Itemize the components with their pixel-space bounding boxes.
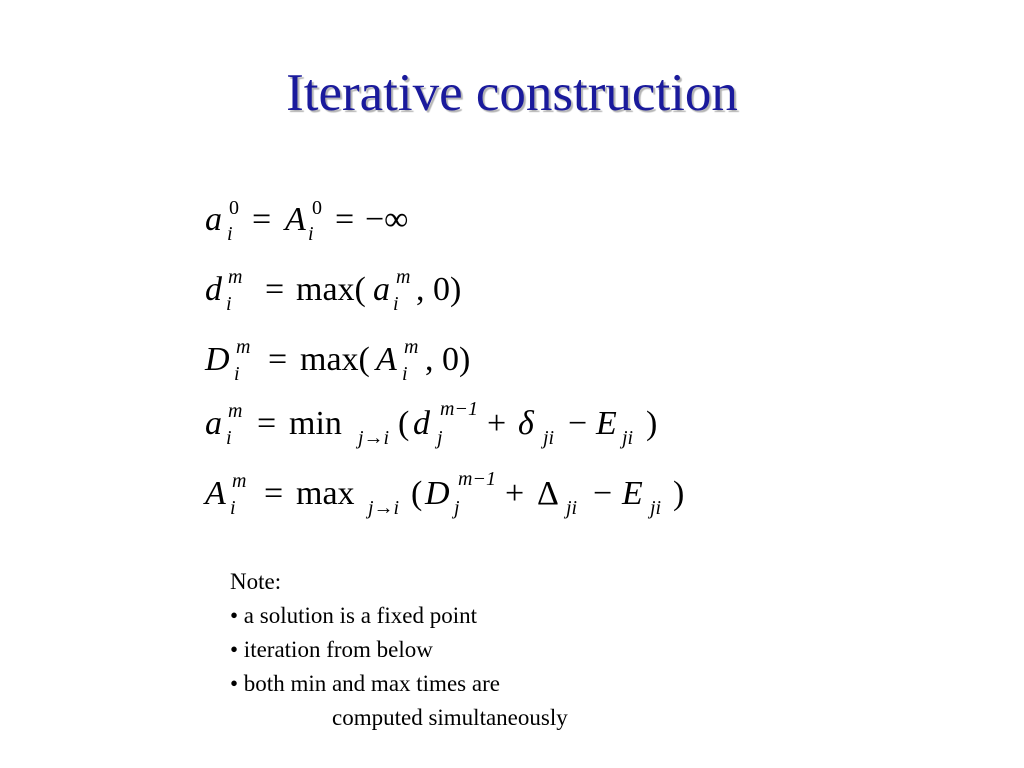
eq5-E: E xyxy=(622,475,643,512)
equation-A-max xyxy=(0,470,1024,530)
eq4-close: ) xyxy=(646,405,658,442)
eq5-max-subscript: j→i xyxy=(368,497,400,519)
eq3-close: , 0) xyxy=(425,341,471,378)
note-block xyxy=(230,565,568,735)
eq4-min-subscript: j→i xyxy=(358,427,390,449)
eq5-open: ( xyxy=(411,475,423,512)
eq2-lhs-subscript: i xyxy=(226,293,232,315)
equation-D xyxy=(0,336,1024,396)
eq5-term-superscript: m−1 xyxy=(458,468,496,490)
eq1-mid-superscript: 0 xyxy=(312,197,322,219)
equation-d xyxy=(0,266,1024,326)
eq4-lhs-superscript: m xyxy=(228,400,243,422)
eq4-term-superscript: m−1 xyxy=(440,398,478,420)
eq4-minus: − xyxy=(568,405,588,442)
eq4-plus: + xyxy=(487,405,507,442)
eq1-rhs: −∞ xyxy=(365,201,409,238)
equation-a-min xyxy=(0,400,1024,460)
eq3-lhs-subscript: i xyxy=(234,363,240,385)
note-bullet-iteration: • iteration from below xyxy=(230,637,433,662)
eq4-E: E xyxy=(596,405,617,442)
eq1-equals-2: = xyxy=(335,201,355,238)
eq5-close: ) xyxy=(673,475,685,512)
eq3-arg-subscript: i xyxy=(402,363,408,385)
eq5-lhs-symbol: A xyxy=(205,475,226,512)
eq5-E-subscript: ji xyxy=(650,497,662,519)
eq4-min: min xyxy=(289,405,342,442)
eq5-Delta: Δ xyxy=(537,475,559,512)
eq2-max: max( xyxy=(296,271,366,308)
eq3-max: max( xyxy=(300,341,370,378)
eq5-term-subscript: j xyxy=(454,497,460,519)
eq5-max: max xyxy=(296,475,355,512)
eq2-arg-subscript: i xyxy=(393,293,399,315)
eq2-arg-superscript: m xyxy=(396,266,411,288)
eq4-delta: δ xyxy=(518,405,534,442)
eq3-lhs-superscript: m xyxy=(236,336,251,358)
eq1-lhs-subscript: i xyxy=(227,223,233,245)
eq4-lhs-symbol: a xyxy=(205,405,222,442)
eq4-equals: = xyxy=(257,405,277,442)
eq5-lhs-subscript: i xyxy=(230,497,236,519)
eq1-lhs-symbol: a xyxy=(205,201,222,238)
note-bullet-fixed-point: • a solution is a fixed point xyxy=(230,603,477,628)
eq5-term-symbol: D xyxy=(425,475,450,512)
eq4-term-symbol: d xyxy=(413,405,430,442)
eq2-lhs-symbol: d xyxy=(205,271,222,308)
eq2-close: , 0) xyxy=(416,271,462,308)
note-bullet-continuation: computed simultaneously xyxy=(332,705,568,730)
eq1-mid-subscript: i xyxy=(308,223,314,245)
eq4-lhs-subscript: i xyxy=(226,427,232,449)
eq4-open: ( xyxy=(398,405,410,442)
eq3-lhs-symbol: D xyxy=(205,341,230,378)
eq3-equals: = xyxy=(268,341,288,378)
eq4-E-subscript: ji xyxy=(622,427,634,449)
eq4-delta-subscript: ji xyxy=(543,427,555,449)
eq1-equals-1: = xyxy=(252,201,272,238)
eq5-lhs-superscript: m xyxy=(232,470,247,492)
eq5-equals: = xyxy=(264,475,284,512)
eq5-Delta-subscript: ji xyxy=(566,497,578,519)
eq3-arg-superscript: m xyxy=(404,336,419,358)
eq3-arg-symbol: A xyxy=(376,341,397,378)
eq1-mid-symbol: A xyxy=(285,201,306,238)
eq5-plus: + xyxy=(505,475,525,512)
eq5-minus: − xyxy=(593,475,613,512)
slide-title: Iterative construction xyxy=(286,64,738,122)
eq4-term-subscript: j xyxy=(437,427,443,449)
note-heading: Note: xyxy=(230,569,282,594)
eq1-lhs-superscript: 0 xyxy=(229,197,239,219)
equation-initial xyxy=(0,196,1024,256)
eq2-lhs-superscript: m xyxy=(228,266,243,288)
eq2-arg-symbol: a xyxy=(373,271,390,308)
note-bullet-min-max: • both min and max times are xyxy=(230,671,500,696)
eq2-equals: = xyxy=(265,271,285,308)
